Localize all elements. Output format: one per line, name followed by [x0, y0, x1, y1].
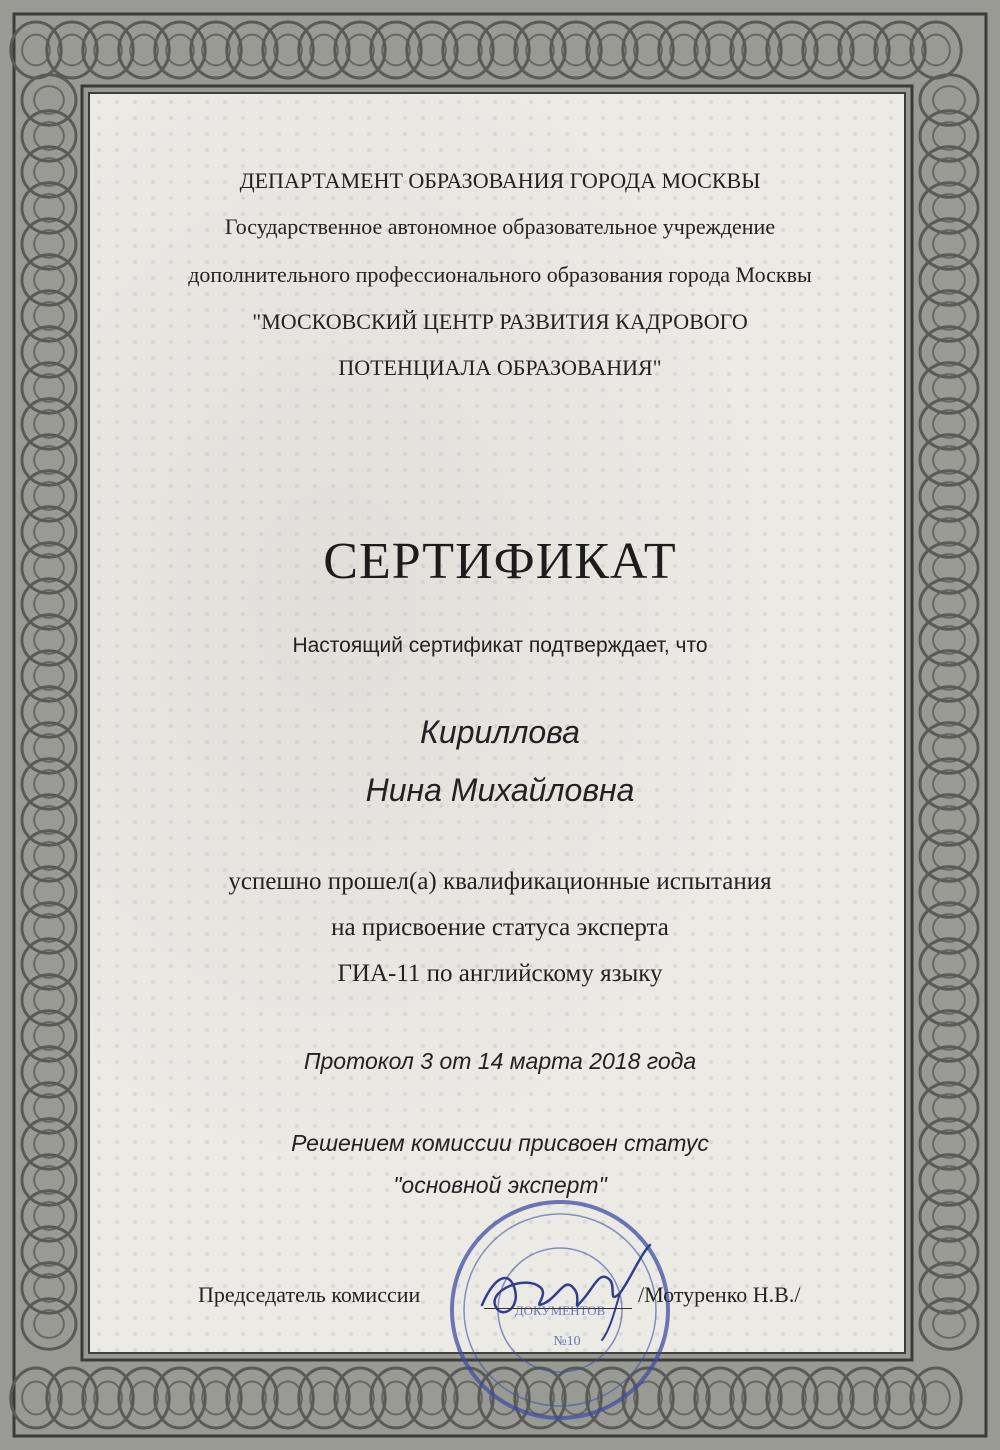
- achievement-line1: успешно прошел(а) квалификационные испытания: [228, 868, 772, 895]
- institution-scope: дополнительного профессионального образования города Москвы: [188, 262, 812, 287]
- decision-line2: "основной эксперт": [393, 1172, 607, 1198]
- protocol-text: Протокол 3 от 14 марта 2018 года: [303, 1048, 697, 1074]
- institution-name-line1: "МОСКОВСКИЙ ЦЕНТР РАЗВИТИЯ КАДРОВОГО: [252, 309, 748, 334]
- certificate-title: СЕРТИФИКАТ: [323, 533, 677, 590]
- seal-text-documents: ДОКУМЕНТОВ: [514, 1303, 606, 1318]
- recipient-surname: Кириллова: [420, 714, 580, 750]
- institution-type: Государственное автономное образовательное учреждение: [224, 214, 776, 239]
- decision-line1: Решением комиссии присвоен статус: [291, 1130, 709, 1156]
- chairman-name: /Мотуренко Н.В./: [638, 1282, 801, 1307]
- institution-name-line2: ПОТЕНЦИАЛА ОБРАЗОВАНИЯ": [338, 355, 662, 380]
- signature-row: [0, 1282, 1000, 1318]
- recipient-given-names: Нина Михайловна: [365, 772, 635, 808]
- chairman-label: Председатель комиссии: [198, 1282, 421, 1307]
- signature-line: [484, 1308, 632, 1309]
- department-name: ДЕПАРТАМЕНТ ОБРАЗОВАНИЯ ГОРОДА МОСКВЫ: [239, 168, 761, 193]
- seal-text-number: №10: [553, 1334, 581, 1349]
- achievement-line2: на присвоение статуса эксперта: [331, 914, 669, 941]
- intro-text: Настоящий сертификат подтверждает, что: [292, 634, 708, 657]
- achievement-line3: ГИА-11 по английскому языку: [337, 960, 663, 987]
